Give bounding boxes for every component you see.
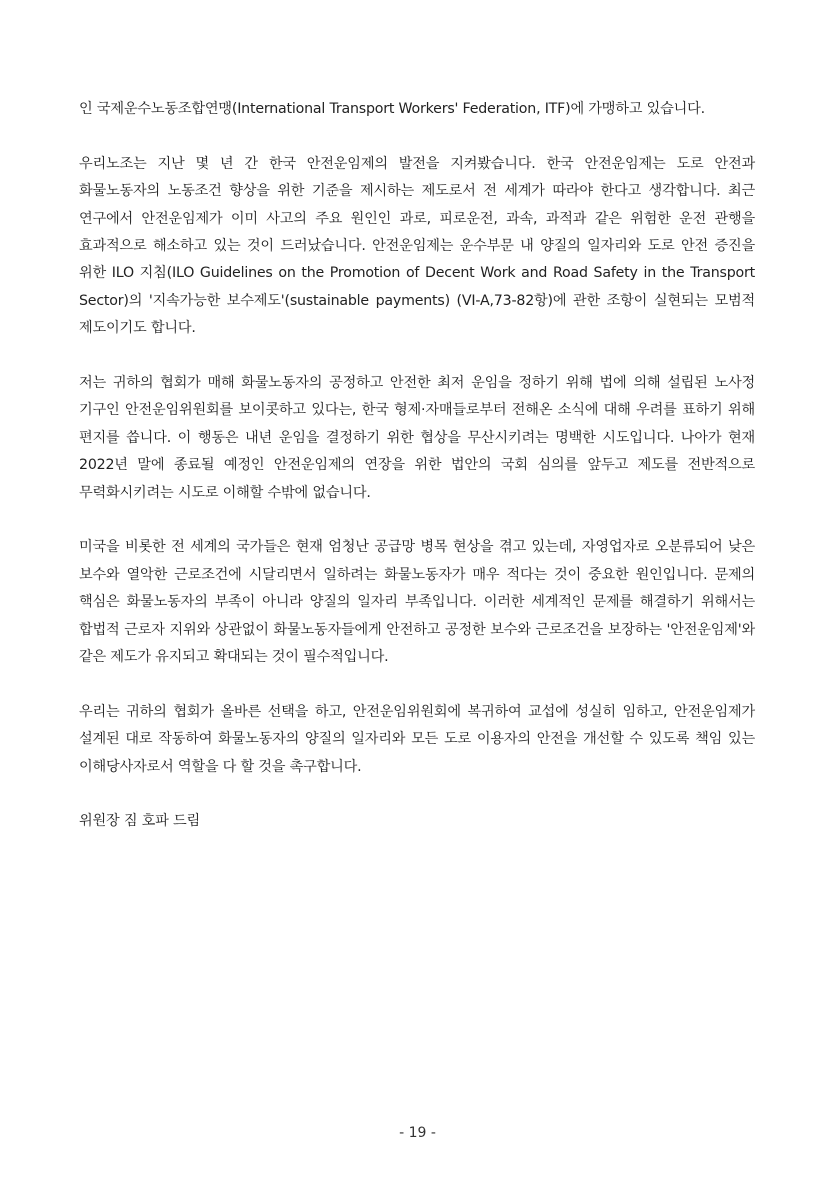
letter-body [79, 96, 755, 836]
paragraph-safe-rates-development: 우리노조는 지난 몇 년 간 한국 안전운임제의 발전을 지켜봤습니다. 한국 안전운임제는 도로 안전과 화물노동자의 노동조건 향상을 위한 기준을 제시하는 제도로서 전 세계가 따라야 한다고 생각합니다. 최근 연구에서 안전운임제가 이미 사고의 주요 원인인 과로, 피로운전, 과속, 과적과 같은 위험한 운전 관행을 효과적으로 해소하고 있는 것이 드러났습니다. 안전운임제는 운수부문 내 양질의 일자리와 도로 안전 증진을 위한 ILO 지침(ILO Guidelines on the Promotion of Decent Work and Road Safety in the Transport Sector)의 '지속가능한 보수제도'(sustainable payments) (VI-A,73-82항)에 관한 조항이 실현되는 모범적 제도이기도 합니다. [79, 155, 755, 337]
paragraph-call-to-action: 우리는 귀하의 협회가 올바른 선택을 하고, 안전운임위원회에 복귀하여 교섭에 성실히 임하고, 안전운임제가 설계된 대로 작동하여 화물노동자의 양질의 일자리와 모든 도로 이용자의 안전을 개선할 수 있도록 책임 있는 이해당사자로서 역할을 다 할 것을 촉구합니다. [79, 703, 755, 775]
paragraph-boycott-concern: 저는 귀하의 협회가 매해 화물노동자의 공정하고 안전한 최저 운임을 정하기 위해 법에 의해 설립된 노사정 기구인 안전운임위원회를 보이콧하고 있다는, 한국 형제·자매들로부터 전해온 소식에 대해 우려를 표하기 위해 편지를 씁니다. 이 행동은 내년 운임을 결정하기 위한 협상을 무산시키려는 명백한 시도입니다. 나아가 현재 2022년 말에 종료될 예정인 안전운임제의 연장을 위한 법안의 국회 심의를 앞두고 제도를 전반적으로 무력화시키려는 시도로 이해할 수밖에 없습니다. [79, 375, 755, 501]
paragraph-itf-membership: 인 국제운수노동조합연맹(International Transport Workers' Federation, ITF)에 가맹하고 있습니다. [79, 101, 705, 117]
page-number: - 19 - [399, 1125, 436, 1141]
closing-signature: 위원장 짐 호파 드림 [79, 813, 200, 830]
paragraph-supply-chain: 미국을 비롯한 전 세계의 국가들은 현재 엄청난 공급망 병목 현상을 겪고 있는데, 자영업자로 오분류되어 낮은 보수와 열악한 근로조건에 시달리면서 일하려는 화물노동자가 매우 적다는 것이 중요한 원인입니다. 문제의 핵심은 화물노동자의 부족이 아니라 양질의 일자리 부족입니다. 이러한 세계적인 문제를 해결하기 위해서는 합법적 근로자 지위와 상관없이 화물노동자들에게 안전하고 공정한 보수와 근로조건을 보장하는 '안전운임제'와 같은 제도가 유지되고 확대되는 것이 필수적입니다. [79, 539, 755, 666]
